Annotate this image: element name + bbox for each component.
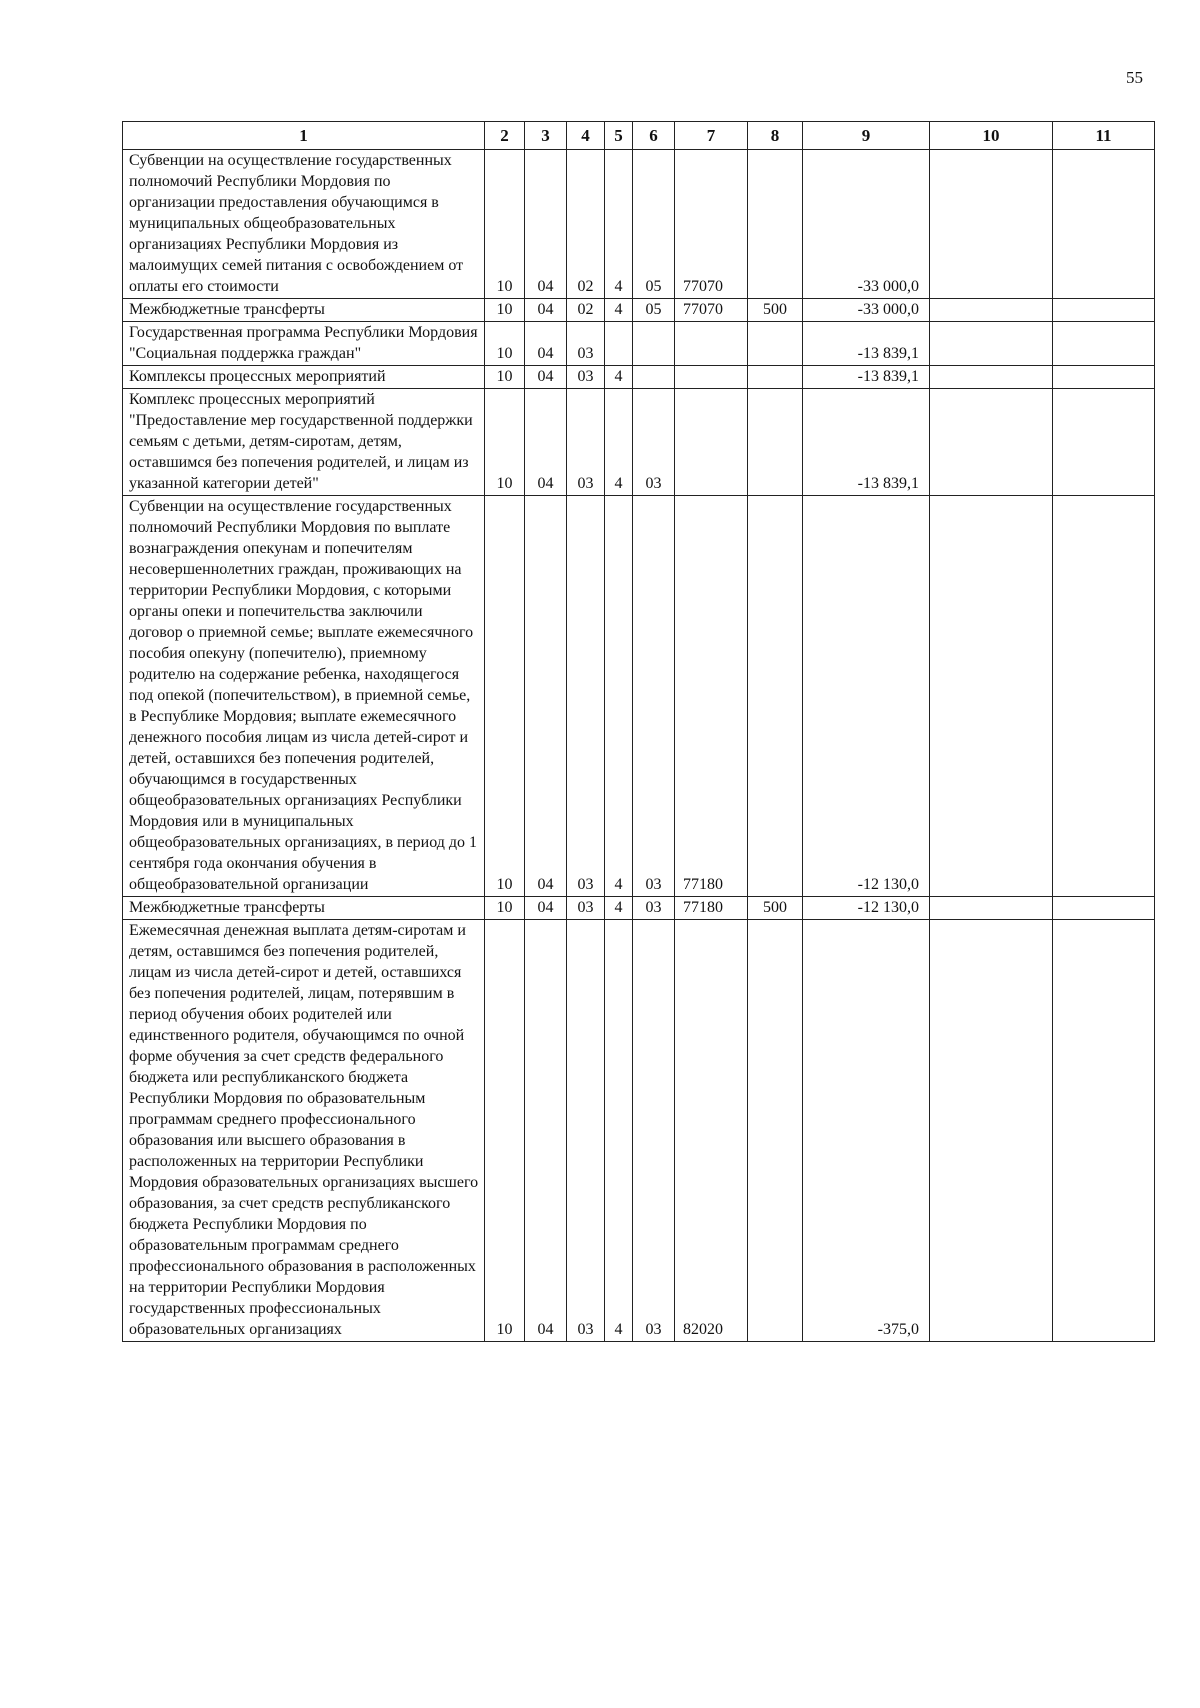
column-header: 7 xyxy=(675,122,748,150)
col-11-cell xyxy=(1053,322,1155,366)
col-5-cell: 4 xyxy=(605,389,633,496)
col-6-cell: 05 xyxy=(633,299,675,322)
col-8-cell xyxy=(748,322,803,366)
col-9-cell: -375,0 xyxy=(803,920,930,1342)
col-7-cell: 77070 xyxy=(675,299,748,322)
col-9-cell: -12 130,0 xyxy=(803,897,930,920)
col-4-cell: 02 xyxy=(567,299,605,322)
col-4-cell: 02 xyxy=(567,150,605,299)
col-7-cell xyxy=(675,322,748,366)
col-10-cell xyxy=(930,299,1053,322)
col-5-cell: 4 xyxy=(605,150,633,299)
col-4-cell: 03 xyxy=(567,496,605,897)
col-2-cell: 10 xyxy=(485,366,525,389)
col-9-cell: -13 839,1 xyxy=(803,366,930,389)
header-row xyxy=(123,122,1155,150)
col-5-cell: 4 xyxy=(605,496,633,897)
col-7-cell xyxy=(675,366,748,389)
table-row xyxy=(123,322,1155,366)
col-8-cell: 500 xyxy=(748,299,803,322)
col-8-cell xyxy=(748,920,803,1342)
col-3-cell: 04 xyxy=(525,299,567,322)
col-3-cell: 04 xyxy=(525,322,567,366)
col-4-cell: 03 xyxy=(567,322,605,366)
col-7-cell: 82020 xyxy=(675,920,748,1342)
col-3-cell: 04 xyxy=(525,389,567,496)
col-10-cell xyxy=(930,897,1053,920)
col-3-cell: 04 xyxy=(525,150,567,299)
col-6-cell: 03 xyxy=(633,920,675,1342)
col-7-cell: 77180 xyxy=(675,897,748,920)
col-2-cell: 10 xyxy=(485,496,525,897)
col-7-cell: 77180 xyxy=(675,496,748,897)
col-11-cell xyxy=(1053,389,1155,496)
col-5-cell: 4 xyxy=(605,897,633,920)
row-name: Комплексы процессных мероприятий xyxy=(123,366,485,389)
col-2-cell: 10 xyxy=(485,299,525,322)
col-6-cell xyxy=(633,322,675,366)
column-header: 2 xyxy=(485,122,525,150)
col-10-cell xyxy=(930,920,1053,1342)
row-name: Межбюджетные трансферты xyxy=(123,299,485,322)
column-header: 11 xyxy=(1053,122,1155,150)
table-row xyxy=(123,897,1155,920)
table-row xyxy=(123,299,1155,322)
row-name: Межбюджетные трансферты xyxy=(123,897,485,920)
column-header: 9 xyxy=(803,122,930,150)
table-row xyxy=(123,920,1155,1342)
col-10-cell xyxy=(930,496,1053,897)
col-11-cell xyxy=(1053,299,1155,322)
col-8-cell xyxy=(748,150,803,299)
col-8-cell: 500 xyxy=(748,897,803,920)
col-5-cell: 4 xyxy=(605,366,633,389)
row-name: Субвенции на осуществление государственных полномочий Республики Мордовия по выплате вознаграждения опекунам и попечителям несовершеннолетних граждан, проживающих на территории Республики Мордовия, с которыми органы опеки и попечительства заключили договор о приемной семье; выплате ежемесячного пособия опекуну (попечителю), приемному родителю на содержание ребенка, находящегося под опекой (попечительством), в приемной семье, в Республике Мордовия; выплате ежемесячного денежного пособия лицам из числа детей-сирот и детей, оставшихся без попечения родителей, обучающимся в государственных общеобразовательных организациях Республики Мордовия или в муниципальных общеобразовательных организациях, в период до 1 сентября года окончания обучения в общеобразовательной организации xyxy=(123,496,485,897)
budget-table xyxy=(122,121,1155,1342)
col-10-cell xyxy=(930,150,1053,299)
page-number: 55 xyxy=(1126,68,1143,87)
col-7-cell: 77070 xyxy=(675,150,748,299)
col-3-cell: 04 xyxy=(525,897,567,920)
col-6-cell xyxy=(633,366,675,389)
table-row xyxy=(123,496,1155,897)
col-11-cell xyxy=(1053,920,1155,1342)
col-9-cell: -13 839,1 xyxy=(803,389,930,496)
col-4-cell: 03 xyxy=(567,366,605,389)
col-9-cell: -12 130,0 xyxy=(803,496,930,897)
col-9-cell: -13 839,1 xyxy=(803,322,930,366)
col-5-cell: 4 xyxy=(605,299,633,322)
row-name: Государственная программа Республики Мордовия "Социальная поддержка граждан" xyxy=(123,322,485,366)
col-10-cell xyxy=(930,322,1053,366)
column-header: 10 xyxy=(930,122,1053,150)
col-6-cell: 05 xyxy=(633,150,675,299)
col-6-cell: 03 xyxy=(633,496,675,897)
col-3-cell: 04 xyxy=(525,366,567,389)
col-9-cell: -33 000,0 xyxy=(803,299,930,322)
row-name: Ежемесячная денежная выплата детям-сиротам и детям, оставшимся без попечения родителей, лицам из числа детей-сирот и детей, оставшихся без попечения родителей, лицам, потерявшим в период обучения обоих родителей или единственного родителя, обучающимся по очной форме обучения за счет средств федерального бюджета или республиканского бюджета Республики Мордовия по образовательным программам среднего профессионального образования или высшего образования в расположенных на территории Республики Мордовия образовательных организациях высшего образования, за счет средств республиканского бюджета Республики Мордовия по образовательным программам среднего профессионального образования в расположенных на территории Республики Мордовия государственных профессиональных образовательных организациях xyxy=(123,920,485,1342)
col-11-cell xyxy=(1053,496,1155,897)
col-11-cell xyxy=(1053,366,1155,389)
col-11-cell xyxy=(1053,150,1155,299)
col-8-cell xyxy=(748,366,803,389)
col-4-cell: 03 xyxy=(567,897,605,920)
col-3-cell: 04 xyxy=(525,496,567,897)
row-name: Субвенции на осуществление государственных полномочий Республики Мордовия по организации предоставления обучающимся в муниципальных общеобразовательных организациях Республики Мордовия из малоимущих семей питания с освобождением от оплаты его стоимости xyxy=(123,150,485,299)
column-header: 3 xyxy=(525,122,567,150)
col-8-cell xyxy=(748,389,803,496)
col-4-cell: 03 xyxy=(567,920,605,1342)
col-11-cell xyxy=(1053,897,1155,920)
col-3-cell: 04 xyxy=(525,920,567,1342)
table-row xyxy=(123,389,1155,496)
col-10-cell xyxy=(930,366,1053,389)
column-header: 8 xyxy=(748,122,803,150)
col-2-cell: 10 xyxy=(485,920,525,1342)
column-header: 6 xyxy=(633,122,675,150)
col-8-cell xyxy=(748,496,803,897)
col-10-cell xyxy=(930,389,1053,496)
column-header: 4 xyxy=(567,122,605,150)
col-9-cell: -33 000,0 xyxy=(803,150,930,299)
col-7-cell xyxy=(675,389,748,496)
col-5-cell: 4 xyxy=(605,920,633,1342)
row-name: Комплекс процессных мероприятий "Предоставление мер государственной поддержки семьям с детьми, детям-сиротам, детям, оставшимся без попечения родителей, и лицам из указанной категории детей" xyxy=(123,389,485,496)
col-2-cell: 10 xyxy=(485,897,525,920)
col-6-cell: 03 xyxy=(633,897,675,920)
table-row xyxy=(123,366,1155,389)
col-2-cell: 10 xyxy=(485,389,525,496)
col-2-cell: 10 xyxy=(485,322,525,366)
col-5-cell xyxy=(605,322,633,366)
col-2-cell: 10 xyxy=(485,150,525,299)
col-6-cell: 03 xyxy=(633,389,675,496)
col-4-cell: 03 xyxy=(567,389,605,496)
column-header: 5 xyxy=(605,122,633,150)
column-header: 1 xyxy=(123,122,485,150)
table-row xyxy=(123,150,1155,299)
